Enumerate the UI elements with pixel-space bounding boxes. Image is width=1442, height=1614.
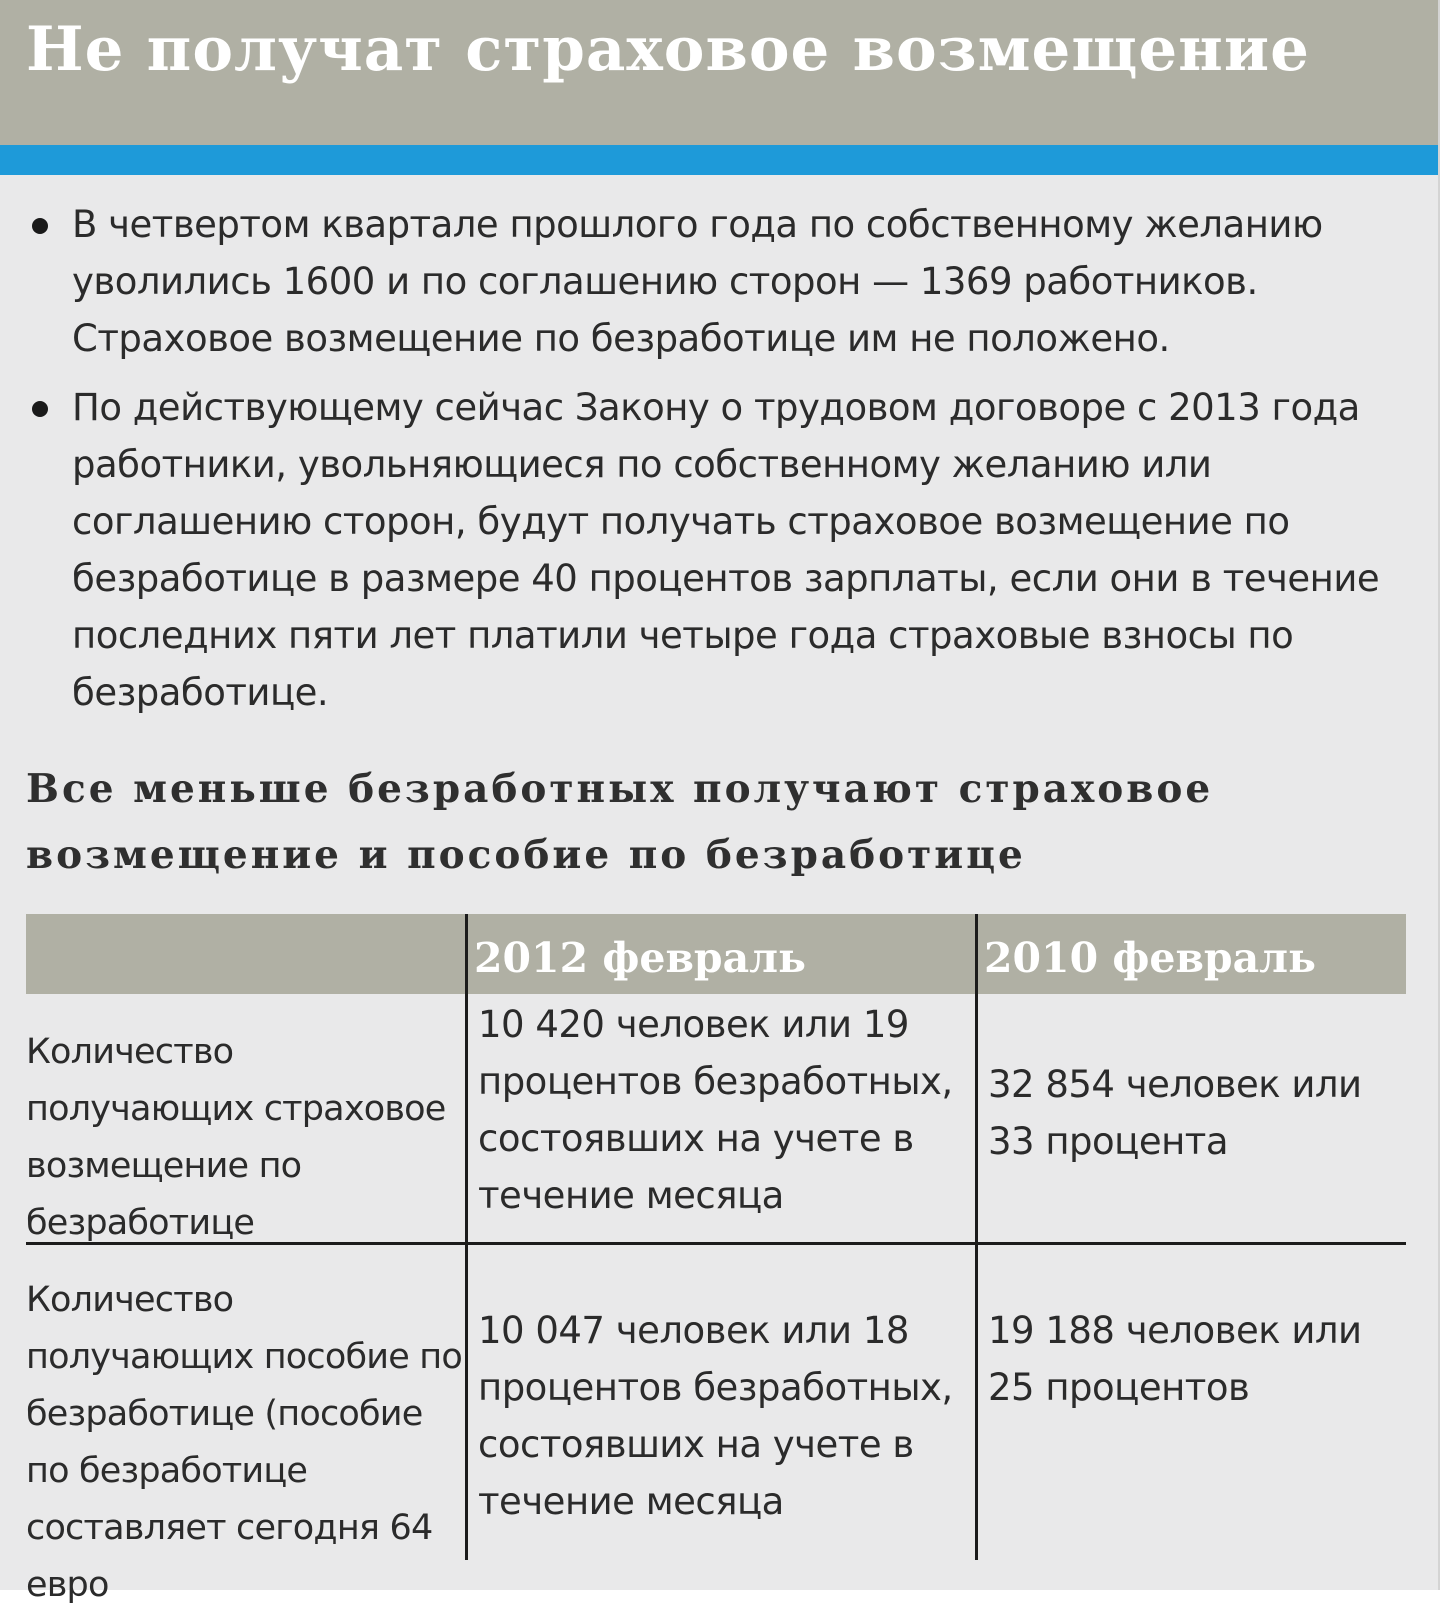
bullet-list — [26, 196, 1416, 733]
column-divider — [975, 914, 978, 1560]
bullet-item — [26, 379, 1416, 721]
bullet-item — [26, 196, 1416, 367]
column-header-2012: 2012 февраль — [474, 934, 806, 982]
column-divider — [465, 914, 468, 1560]
row-1-label: Количество получающих страховое возмещение по безработице — [26, 1032, 446, 1243]
header-title: Не получат страховое возмещение — [26, 14, 1310, 85]
accent-bar — [0, 145, 1438, 175]
bullet-text: По действующему сейчас Закону о трудовом договоре с 2013 года работники, увольняющиеся по собственному желанию или соглашению сторон, будут получать страховое возмещение по безработице в размере 40 процентов зарплаты, если они в течение последних пяти лет платили четыре года страховые взносы по безработице. — [72, 386, 1380, 714]
column-header-2010: 2010 февраль — [984, 934, 1316, 982]
header-banner — [0, 0, 1438, 145]
table-title: Все меньше безработных получают страховое возмещение и пособие по безработице — [26, 766, 1214, 878]
row-1-value-2012: 10 420 человек или 19 процентов безработных, состоявших на учете в течение месяца — [478, 1003, 953, 1217]
table-header-row — [26, 914, 1406, 994]
row-1-value-2010: 32 854 человек или 33 процента — [988, 1063, 1362, 1163]
bullet-dot-icon — [32, 401, 48, 417]
bullet-dot-icon — [32, 218, 48, 234]
row-2-label: Количество получающих пособие по безработице (пособие по безработице составляет сегодня 64 евро — [26, 1280, 462, 1605]
row-2-value-2012: 10 047 человек или 18 процентов безработных, состоявших на учете в течение месяца — [478, 1309, 953, 1523]
row-2-value-2010: 19 188 человек или 25 процентов — [988, 1309, 1362, 1409]
bullet-text: В четвертом квартале прошлого года по собственному желанию уволились 1600 и по соглашению сторон — 1369 работников. Страховое возмещение по безработице им не положено. — [72, 203, 1323, 360]
